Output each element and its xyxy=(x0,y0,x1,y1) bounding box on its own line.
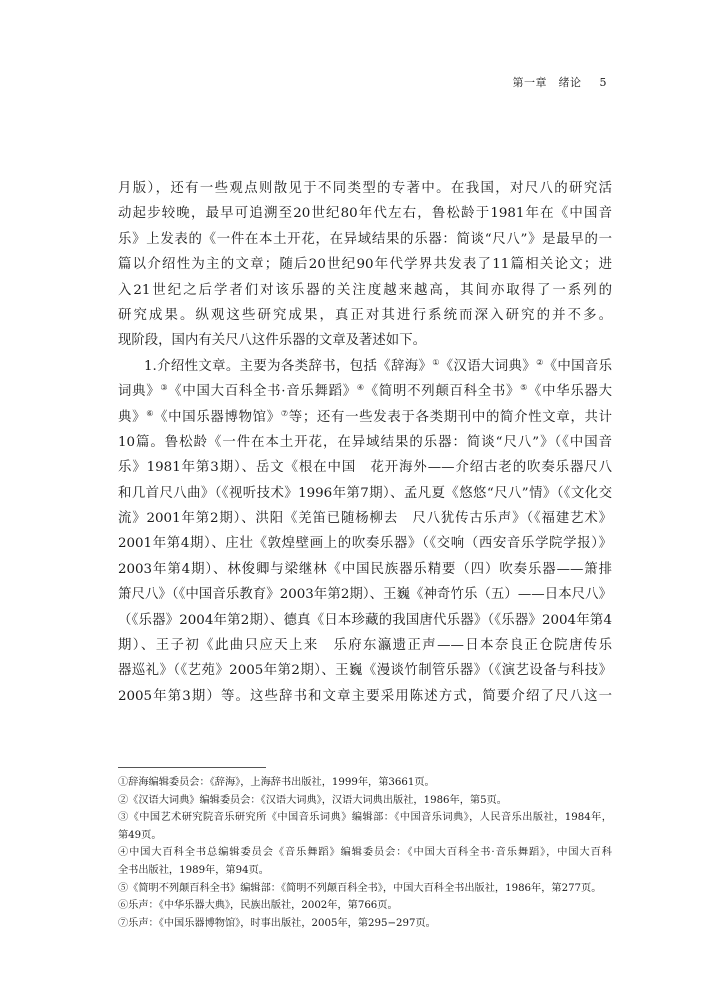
footnote-ref[interactable]: ⑦ xyxy=(280,408,289,418)
footnote: ②《汉语大词典》编辑委员会：《汉语大词典》，汉语大词典出版社，1986年，第5页。 xyxy=(118,794,507,806)
footnote-ref[interactable]: ⑥ xyxy=(146,408,155,418)
text-line: 箫尺八》（《中国音乐教育》2003年第2期）、王巍《神奇竹乐（五）——日本尺八》 xyxy=(118,587,612,603)
text-line: 期）、王子初《此曲只应天上来 乐府东瀛遗正声——日本奈良正仓院唐传乐 xyxy=(118,638,612,654)
footnote: ①辞海编辑委员会：《辞海》，上海辞书出版社，1999年，第3661页。 xyxy=(118,777,435,788)
text-line: 研究成果。纵观这些研究成果，真正对其进行系统而深入研究的并不多。 xyxy=(118,307,612,323)
chapter-title: 第一章 绪论 xyxy=(512,76,582,89)
text-line: 典》⑥《中国乐器博物馆》⑦等；还有一些发表于各类期刊中的简介性文章，共计 xyxy=(118,408,612,425)
footnote-divider xyxy=(118,767,266,768)
footnote: ⑥乐声：《中华乐器大典》，民族出版社，2002年，第766页。 xyxy=(118,900,398,912)
text-line: 2003年第4期）、林俊卿与梁继林《中国民族器乐精要（四）吹奏乐器——箫排 xyxy=(118,561,612,577)
footnote-ref[interactable]: ③ xyxy=(160,383,169,393)
footnote-ref[interactable]: ④ xyxy=(356,383,365,393)
footnote-ref[interactable]: ⑤ xyxy=(520,383,529,393)
text-line: 乐》1981年第3期）、岳文《根在中国 花开海外——介绍古老的吹奏乐器尺八 xyxy=(118,460,612,476)
text-line: 篇以介绍性为主的文章；随后20世纪90年代学界共发表了11篇相关论文；进 xyxy=(118,257,612,273)
footnote: ④中国大百科全书总编辑委员会《音乐舞蹈》编辑委员会：《中国大百科全书·音乐舞蹈》，中国大百科 xyxy=(118,847,612,859)
text-line: 2001年第4期）、庄壮《敦煌壁画上的吹奏乐器》（《交响（西安音乐学院学报）》 xyxy=(118,536,612,552)
footnote-ref[interactable]: ② xyxy=(536,357,544,367)
text-line: 器巡礼》（《艺苑》2005年第2期）、王巍《漫谈竹制管乐器》（《演艺设备与科技》 xyxy=(118,663,612,679)
text-line: 10篇。鲁松龄《一件在本土开花，在异域结果的乐器：简谈“尺八”》（《中国音 xyxy=(118,434,612,450)
text-line: 动起步较晚，最早可追溯至20世纪80年代左右，鲁松龄于1981年在《中国音 xyxy=(118,206,612,222)
footnote: ③《中国艺术研究院音乐研究所《中国音乐词典》编辑部：《中国音乐词典》，人民音乐出版社，1984年， xyxy=(118,812,612,824)
text-line: 1.介绍性文章。主要为各类辞书，包括《辞海》①《汉语大词典》②《中国音乐 xyxy=(144,357,612,374)
text-line: 乐》上发表的《一件在本土开花，在异域结果的乐器：简谈“尺八”》是最早的一 xyxy=(118,231,612,247)
text-line: 词典》③《中国大百科全书·音乐舞蹈》④《简明不列颠百科全书》⑤《中华乐器大 xyxy=(118,383,612,400)
text-line: 现阶段，国内有关尺八这件乐器的文章及著述如下。 xyxy=(118,333,426,349)
text-line: 流》2001年第2期）、洪阳《羌笛已随杨柳去 尺八犹传古乐声》（《福建艺术》 xyxy=(118,511,612,527)
footnote: ⑦乐声：《中国乐器博物馆》，时事出版社，2005年，第295−297页。 xyxy=(118,917,436,929)
running-header xyxy=(513,74,608,90)
page-number: 5 xyxy=(599,76,607,89)
text-line: 入21世纪之后学者们对该乐器的关注度越来越高，其间亦取得了一系列的 xyxy=(118,282,612,298)
footnote-ref[interactable]: ① xyxy=(432,357,440,367)
text-line: 和几首尺八曲》（《视听技术》1996年第7期）、孟凡夏《悠悠“尺八”情》（《文化交 xyxy=(118,485,612,501)
main-text xyxy=(118,176,612,709)
footnote-continuation: 全书出版社，1989年，第94页。 xyxy=(118,864,269,876)
footnotes xyxy=(118,774,612,932)
footnote-continuation: 第49页。 xyxy=(118,829,162,841)
text-line: 2005年第3期）等。这些辞书和文章主要采用陈述方式，简要介绍了尺八这一 xyxy=(118,688,612,704)
text-line: 月版），还有一些观点则散见于不同类型的专著中。在我国，对尺八的研究活 xyxy=(118,181,612,196)
text-line: （《乐器》2004年第2期）、德真《日本珍藏的我国唐代乐器》（《乐器》2004年第4 xyxy=(118,612,612,628)
footnote: ⑤《简明不列颠百科全书》编辑部：《简明不列颠百科全书》，中国大百科全书出版社，1986年，第277页。 xyxy=(118,882,602,894)
